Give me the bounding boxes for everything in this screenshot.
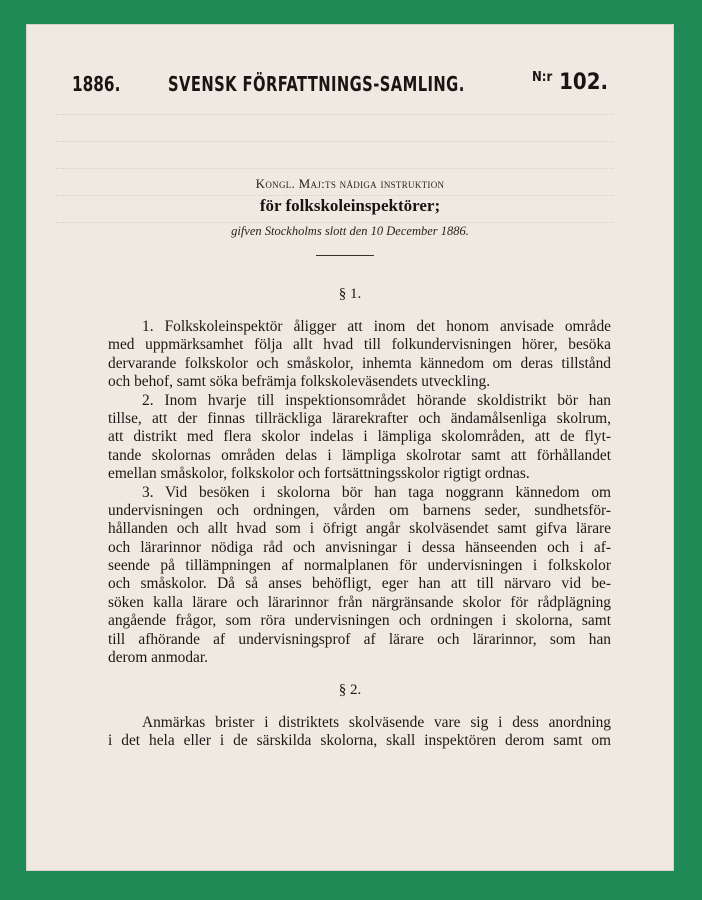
instruction-title: för folkskoleinspektörer; xyxy=(259,196,441,215)
text-line: derom anmodar. xyxy=(108,649,209,667)
instruction-date: gifven Stockholms slott den 10 December 1886. xyxy=(231,224,469,238)
text-line: söken kalla lärare och lärarinnor från närgränsande skolor för rådplägning xyxy=(108,593,611,611)
section-2-label: § 2. xyxy=(338,682,362,698)
text-line: i det hela eller i de särskilda skolorna, skall inspektören derom samt om xyxy=(108,732,611,750)
section-2-text xyxy=(108,714,611,751)
text-line: och behof, samt söka befrämja folkskoleväsendets utveckling. xyxy=(108,373,491,391)
text-line: angående frågor, som röra undervisningen och ordningen i skolorna, samt xyxy=(108,612,611,630)
text-line: dervarande folkskolor och småskolor, inhemta kännedom om deras tillstånd xyxy=(108,354,611,372)
text-line: att distrikt med flera skolor indelas i lämpliga skolområden, att de flyt- xyxy=(108,428,611,446)
text-line: hållanden och allt hvad som i öfrigt angår skolväsendet samt gifva lärare xyxy=(108,520,611,538)
text-line: 2. Inom hvarje till inspektionsområdet hörande skoldistrikt bör han xyxy=(142,391,611,409)
text-line: till afhörande af undervisningsprof af lärare och lärarinnor, som han xyxy=(108,630,611,648)
text-line: tande skolornas områden delas i lämpliga skolrotar samt att förhållandet xyxy=(108,446,611,464)
header-title: SVENSK FÖRFATTNINGS-SAMLING. xyxy=(168,72,465,96)
document-page xyxy=(26,24,674,871)
instruction-heading: Kongl. Maj:ts nådiga instruktion xyxy=(255,176,445,191)
text-line: med uppmärksamhet följa allt hvad till folkundervisningen hörer, besöka xyxy=(108,336,611,354)
text-line: 3. Vid besöken i skolorna bör han taga noggrann kännedom om xyxy=(142,483,611,501)
bleed-through-text xyxy=(56,94,614,244)
text-line: undervisningen och ordningen, vården om barnens seder, sundhetsför- xyxy=(108,501,611,519)
header-number xyxy=(532,70,608,95)
number-prefix: N:r xyxy=(532,70,553,85)
text-line: tillse, att der finnas tillräckliga lärarekrafter och ändamålsenliga skolrum, xyxy=(108,409,611,427)
section-1-label: § 1. xyxy=(338,286,362,302)
text-line: emellan småskolor, folkskolor och fortsättningsskolor rigtigt ordnas. xyxy=(108,465,530,483)
header-year: 1886. xyxy=(72,72,121,96)
number-value: 102. xyxy=(559,70,608,95)
page-header xyxy=(72,72,608,102)
section-1-text xyxy=(108,318,611,667)
heading-divider xyxy=(316,255,374,256)
text-line: Anmärkas brister i distriktets skolväsende vare sig i dess anordning xyxy=(142,714,611,731)
text-line: och småskolor. Då så anses behöfligt, eger han att till närvaro vid be- xyxy=(108,575,611,593)
text-line: 1. Folkskoleinspektör åligger att inom det honom anvisade område xyxy=(142,318,611,335)
text-line: och lärarinnor nödiga råd och anvisningar i dessa hänseenden och i af- xyxy=(108,538,611,556)
text-line: seende på tillämpningen af normalplanen för undervisningen i folkskolor xyxy=(108,557,611,575)
